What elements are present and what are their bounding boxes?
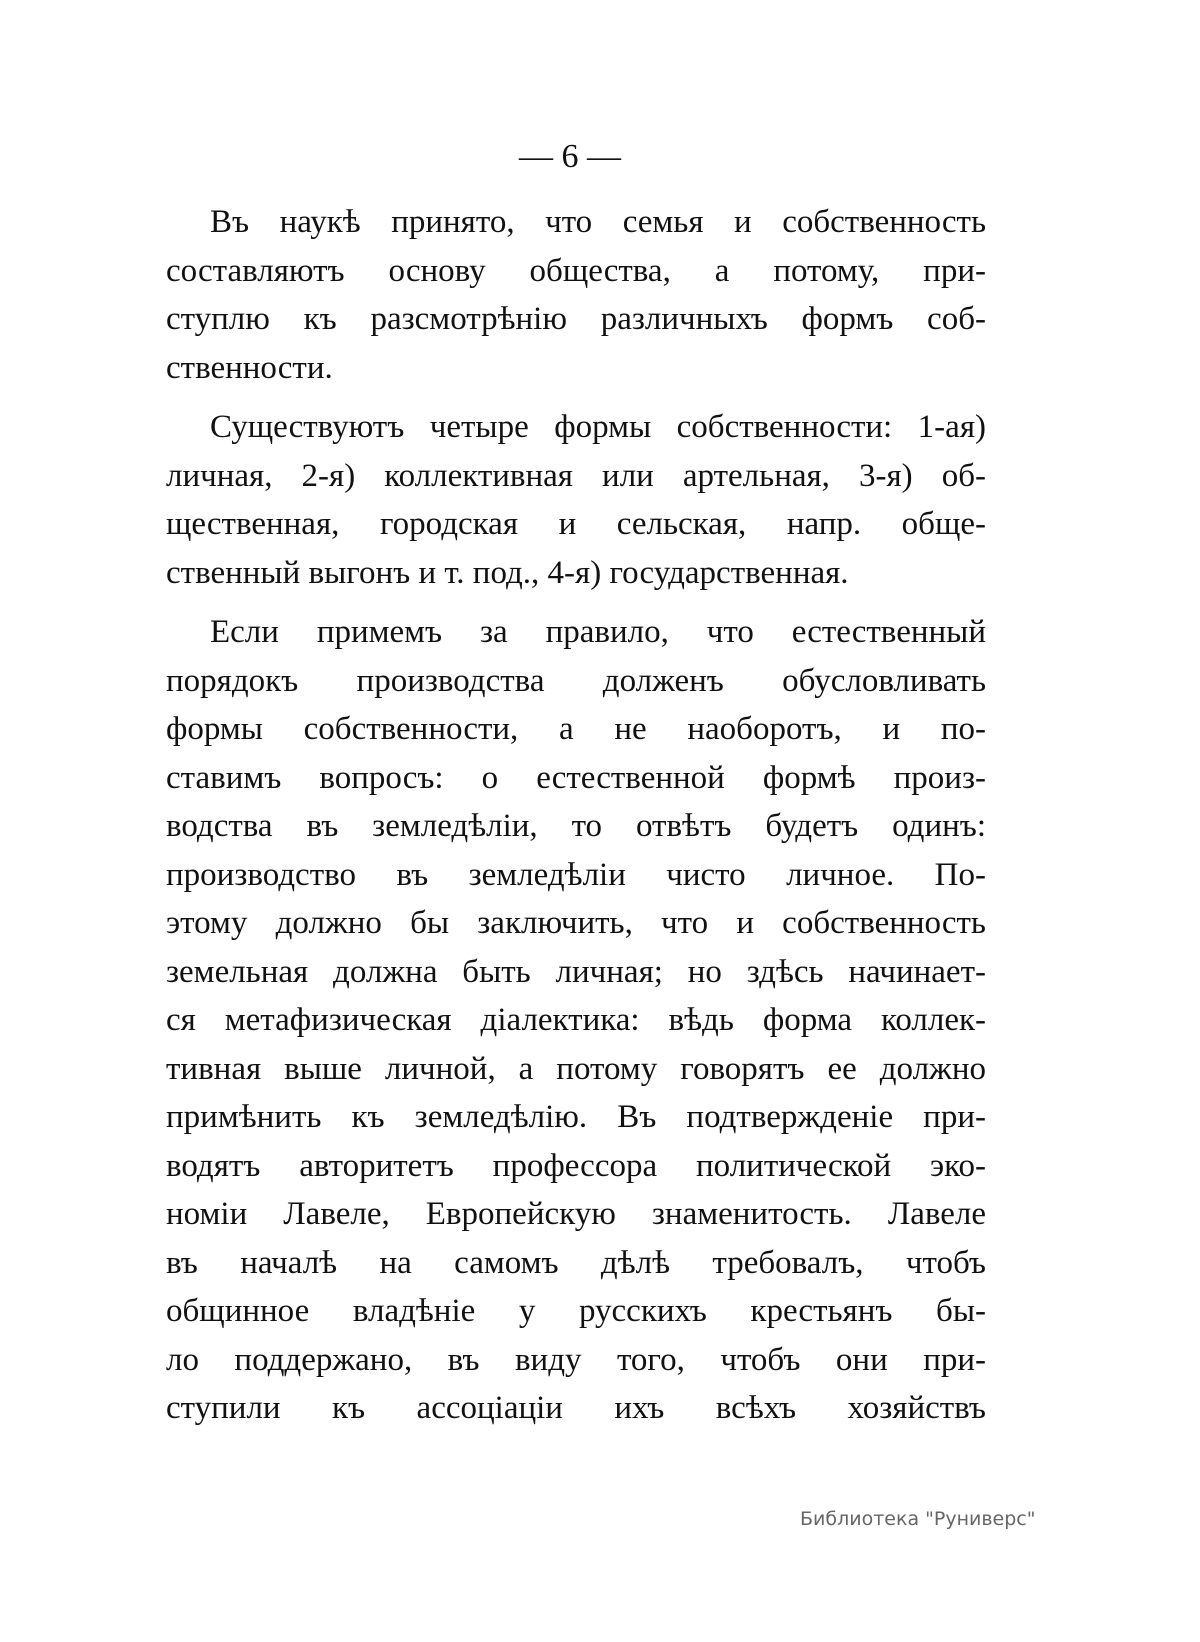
text-line: составляютъ основу общества, а потому, при-: [166, 252, 986, 289]
paragraph: [166, 403, 986, 597]
text-line: производство въ земледѣліи чисто личное. По-: [166, 856, 986, 893]
text-line: ло поддержано, въ виду того, чтобъ они при-: [166, 1341, 986, 1378]
text-line: этому должно бы заключить, что и собственность: [166, 905, 986, 941]
text-line: въ началѣ на самомъ дѣлѣ требовалъ, чтобъ: [166, 1244, 986, 1281]
text-line: личная, 2-я) коллективная или артельная, 3-я) об-: [166, 457, 986, 494]
text-line: ставимъ вопросъ: о естественной формѣ произ-: [166, 759, 986, 796]
page-number: — 6 —: [519, 138, 621, 175]
text-line: водятъ авторитетъ профессора политической эко-: [166, 1147, 986, 1184]
text-line: формы собственности, а не наоборотъ, и по-: [166, 711, 986, 747]
text-line: Если примемъ за правило, что естественный: [210, 614, 986, 650]
text-line: ся метафизическая діалектика: вѣдь форма коллек-: [166, 1002, 986, 1038]
text-line: ступили къ ассоціаціи ихъ всѣхъ хозяйствъ: [166, 1390, 986, 1426]
text-line: тивная выше личной, а потому говорятъ ее должно: [166, 1050, 986, 1087]
text-line: земельная должна быть личная; но здѣсь начинает-: [166, 953, 986, 990]
text-line: порядокъ производства долженъ обусловливать: [166, 662, 986, 699]
text-line: номіи Лавеле, Европейскую знаменитость. Лавеле: [166, 1196, 986, 1232]
library-watermark: Библиотека "Руниверс": [800, 1508, 1036, 1530]
text-line: щественная, городская и сельская, напр. обще-: [166, 506, 986, 542]
text-line: ступлю къ разсмотрѣнію различныхъ формъ соб-: [166, 301, 986, 337]
text-line: водства въ земледѣліи, то отвѣтъ будетъ одинъ:: [166, 808, 986, 844]
text-line: ственности.: [166, 349, 333, 386]
text-line: общинное владѣніе у русскихъ крестьянъ бы-: [166, 1293, 986, 1329]
body-text: [166, 198, 986, 1444]
text-line: Существуютъ четыре формы собственности: 1-ая): [210, 409, 986, 445]
text-line: примѣнить къ земледѣлію. Въ подтвержденіе при-: [166, 1099, 986, 1135]
text-line: ственный выгонъ и т. под., 4-я) государственная.: [166, 554, 849, 591]
text-line: Въ наукѣ принято, что семья и собственность: [210, 204, 986, 240]
paragraph: [166, 198, 986, 392]
paragraph: [166, 608, 986, 1433]
